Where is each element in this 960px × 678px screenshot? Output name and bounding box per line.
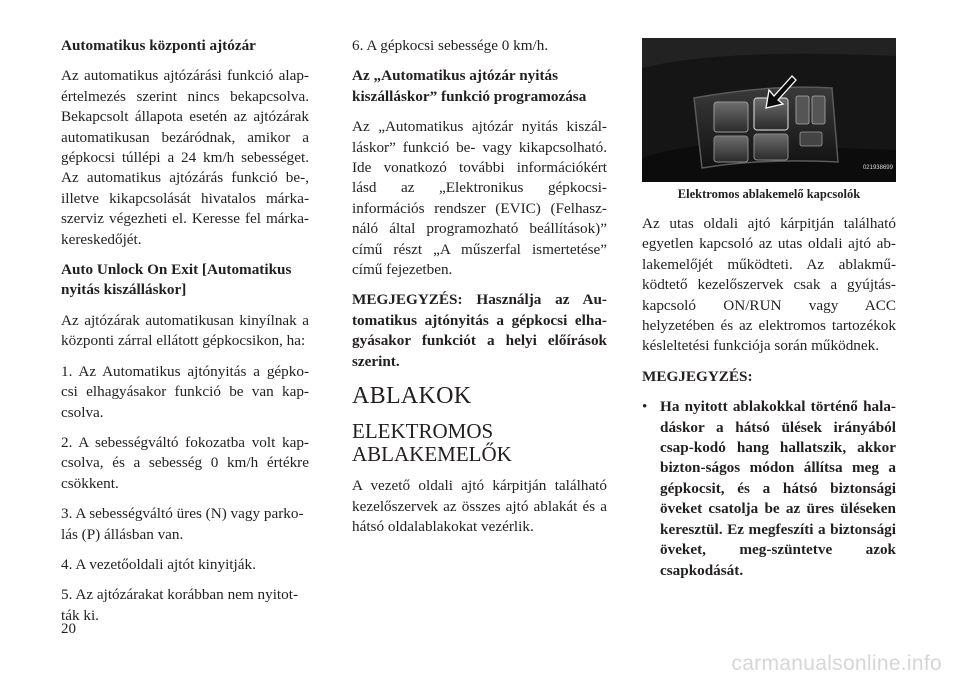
paragraph-passenger-switch: Az utas oldali ajtó kárpitján található egyetlen kapcsoló az utas oldali ajtó ab-lakemelőjét működteti. Az ablakmű-ködtető kezelőszervek csak a gyújtás-kapcsoló ON/RUN vagy ACC helyzetében és az elektromos tartozékok késleltetési funkciója során működnek. [642, 215, 896, 355]
paragraph-driver-controls: A vezető oldali ajtó kárpitján található kezelőszervek az összes ajtó ablakát és a hátsó oldalablakokat vezérlik. [352, 477, 607, 535]
note-local-regulations: MEGJEGYZÉS: Használja az Au-tomatikus ajtónyitás a gépkocsi elha-gyásakor funkciót a helyi előírások szerint. [352, 291, 607, 370]
right-column [642, 38, 896, 581]
paragraph-auto-lock: Az automatikus ajtózárási funkció alap-értelmezés szerint nincs bekapcsolva. Bekapcsolt állapota esetén az ajtózárak automatikusan bezáródnak, amikor a gépkocsi túllépi a 24 km/h sebességet. Az automatikus ajtózárás funkció be-, illetve kikapcsolását hivatalos márka-szerviz végezheti el. Keresse fel márka-kereskedőjét. [61, 67, 309, 248]
window-switch-illustration [642, 38, 896, 182]
list-item: 5. Az ajtózárakat korábban nem nyitot-ták ki. [61, 586, 299, 624]
figure-caption: Elektromos ablakemelő kapcsolók [677, 187, 861, 201]
subsection-title: ELEKTROMOS ABLAKEMELŐK [352, 419, 512, 467]
list-item: 4. A vezetőoldali ajtót kinyitják. [61, 555, 256, 573]
left-column [61, 36, 309, 636]
note-title: MEGJEGYZÉS: [642, 367, 753, 385]
list-item: 1. Az Automatikus ajtónyitás a gépko-csi elhagyásakor funkció be van kap-csolva. [61, 362, 309, 421]
heading-programming: Az „Automatikus ajtózár nyitás kiszálláskor” funkció programozása [352, 67, 587, 105]
watermark: carmanualsonline.info [731, 652, 942, 675]
list-item: 2. A sebességváltó fokozatba volt kap-csolva, és a sebesség 0 km/h értékre csökkent. [61, 433, 309, 492]
middle-column [352, 36, 607, 547]
page-number: 20 [61, 621, 76, 637]
heading-auto-central-lock: Automatikus központi ajtózár [61, 37, 256, 54]
paragraph-programming: Az „Automatikus ajtózár nyitás kiszál-láskor” funkció be- vagy kikapcsolható. Ide vonatkozó további információkért lásd az „Elektronikus gépkocsi-információs rendszer (EVIC) (Felhasz-náló által programozható beállítások)” című részt „A műszerfal ismertetése” című fejezetben. [352, 118, 607, 279]
bullet-text: Ha nyitott ablakokkal történő hala-dáskor a hátsó ülések irányából csap-kodó hang hallatszik, akkor bizton-ságos módon állítsa meg a gépkocsit, és a hátsó biztonsági öveket csatolja be az üres üléseken keresztül. Ez megfeszíti a biztonsági öveket, meg-szüntetve azok csapkodását. [660, 398, 896, 579]
list-item: 3. A sebességváltó üres (N) vagy parko-lás (P) állásban van. [61, 505, 304, 543]
image-code: 021938699 [862, 164, 893, 171]
paragraph-auto-unlock-intro: Az ajtózárak automatikusan kinyílnak a központi zárral ellátott gépkocsikon, ha: [61, 311, 309, 350]
section-title: ABLAKOK [352, 383, 472, 410]
heading-auto-unlock-on-exit: Auto Unlock On Exit [Automatikus nyitás kiszálláskor] [61, 261, 292, 299]
bullet-item [642, 397, 896, 581]
list-item: 6. A gépkocsi sebessége 0 km/h. [352, 37, 549, 54]
bullet-dot: • [642, 398, 648, 416]
window-switch-photo [642, 38, 896, 182]
